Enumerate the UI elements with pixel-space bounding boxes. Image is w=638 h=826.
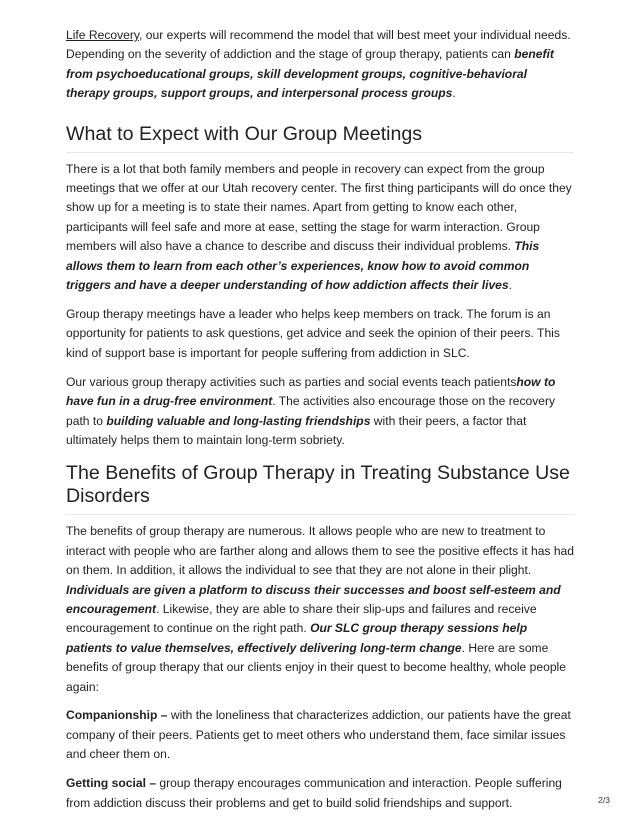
companionship-paragraph (66, 706, 574, 764)
s1p3-text-3: with their peers, a factor that ultimately helps them to maintain long-term sobriety. (66, 413, 527, 447)
intro-text-2: . (452, 86, 456, 101)
document-page (66, 26, 574, 823)
intro-paragraph (66, 26, 574, 104)
s1p3-emphasis-2: building valuable and long-lasting friendships (106, 413, 371, 428)
s2p1-text-1: The benefits of group therapy are numerous. It allows people who are new to treatment to interact with people who are farther along and allows them to see the positive effects it has had on them. In addition, it allows the individual to see that they are not alone in their plight. (66, 524, 575, 578)
s2p1-text-3: . Here are some benefits of group therapy that our clients enjoy in their quest to become healthy, whole people again: (66, 640, 566, 694)
s1p3-text-1: Our various group therapy activities such as parties and social events teach patients (66, 374, 517, 389)
s1p3-emphasis-1: how to have fun in a drug-free environment (66, 374, 556, 409)
page-number: 2/3 (598, 795, 610, 805)
intro-text-1: , our experts will recommend the model that will best meet your individual needs. Depending on the severity of addiction and the stage of group therapy, patients can (66, 28, 571, 62)
s2p1-text-2: . Likewise, they are able to share their slip-ups and failures and receive encouragement to continue on the right path. (66, 601, 537, 636)
life-recovery-link[interactable]: Life Recovery (66, 28, 140, 42)
s1p1-text-1: There is a lot that both family members and people in recovery can expect from the group meetings that we offer at our Utah recovery center. The first thing participants will do once they show up for a meeting is to state their names. Apart from getting to know each other, participants will feel safe and more at ease, setting the stage for warm interaction. Group members will also have a chance to describe and discuss their individual problems. (66, 161, 572, 254)
group-meetings-paragraph-1 (66, 160, 574, 296)
s1p1-emphasis: This allows them to learn from each other’s experiences, know how to avoid common triggers and have a deeper understanding of how addiction affects their lives (66, 239, 540, 293)
companionship-text: with the loneliness that characterizes addiction, our patients have the great company of their peers. Patients get to meet others who understand them, face similar issues and cheer them on. (66, 708, 571, 762)
companionship-label: Companionship – (66, 708, 168, 723)
getting-social-label: Getting social – (66, 776, 157, 791)
section-heading-benefits: The Benefits of Group Therapy in Treating Substance Use Disorders (66, 462, 574, 515)
group-meetings-paragraph-2: Group therapy meetings have a leader who helps keep members on track. The forum is an opportunity for patients to ask questions, get advice and seek the opinion of their peers. This kind of support base is important for people suffering from addiction in SLC. (66, 306, 560, 360)
getting-social-paragraph (66, 774, 574, 813)
group-meetings-paragraph-3 (66, 373, 574, 451)
s1p1-text-2: . (508, 278, 513, 293)
section-heading-group-meetings: What to Expect with Our Group Meetings (66, 123, 574, 153)
benefits-paragraph-1 (66, 522, 574, 697)
s2p1-emphasis-2: Our SLC group therapy sessions help patients to value themselves, effectively delivering long-term change (66, 621, 528, 655)
intro-emphasis: benefit from psychoeducational groups, skill development groups, cognitive-behavioral therapy groups, support groups, and interpersonal process groups (66, 47, 554, 101)
getting-social-text: group therapy encourages communication and interaction. People suffering from addiction discuss their problems and get to build solid friendships and support. (66, 776, 562, 810)
s1p3-text-2: . The activities also encourage those on the recovery path to (66, 394, 556, 428)
s2p1-emphasis-1: Individuals are given a platform to discuss their successes and boost self-esteem and encouragement (66, 582, 561, 616)
